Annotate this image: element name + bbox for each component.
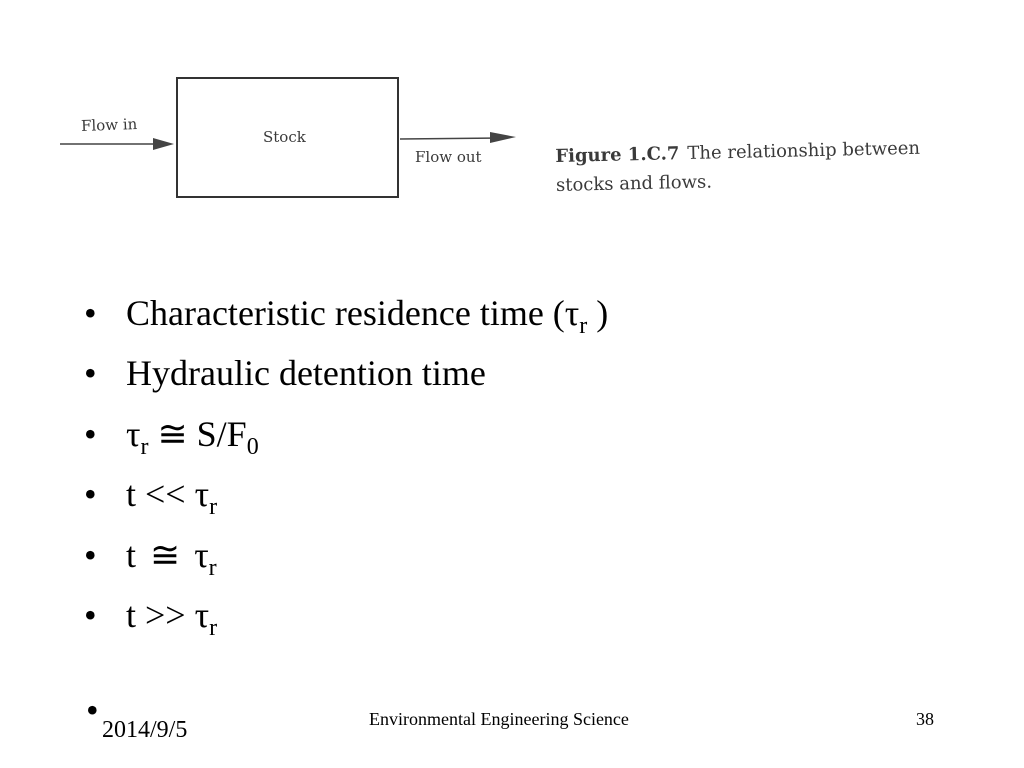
bullet-post: τ	[194, 534, 209, 575]
bullet-detention-time	[84, 347, 608, 407]
footer-bullet: •	[86, 690, 99, 730]
subscript: r	[140, 433, 149, 460]
bullet-suffix: )	[587, 293, 609, 333]
bullet-text: τ	[126, 413, 141, 454]
subscript: r	[579, 313, 588, 339]
subscript: r	[209, 494, 218, 521]
bullet-text: Hydraulic detention time	[126, 353, 486, 394]
caption-line-1: The relationship between	[687, 137, 921, 164]
subscript: 0	[246, 433, 259, 460]
bullet-text: t >> τ	[126, 594, 210, 635]
bullet-pre: t	[126, 534, 137, 575]
bullet-residence-time	[84, 287, 608, 347]
bullet-tau-approx	[84, 408, 608, 468]
bullet-t-much-less	[84, 468, 608, 528]
bullet-t-much-greater	[84, 589, 608, 649]
bullet-t-approx	[84, 529, 608, 589]
outflow-arrowhead	[490, 132, 516, 143]
outflow-arrow	[400, 138, 502, 139]
footer-title: Environmental Engineering Science	[369, 709, 629, 729]
stock-label: Stock	[263, 128, 306, 146]
stock-flow-figure	[50, 60, 970, 220]
bullet-text: Characteristic residence time (τ	[126, 293, 580, 333]
figure-number: Figure 1.C.7	[555, 143, 680, 167]
inflow-arrowhead	[153, 138, 174, 150]
flow-out-label: Flow out	[415, 148, 482, 166]
subscript: r	[208, 554, 217, 581]
bullet-text: t << τ	[126, 474, 210, 515]
subscript: r	[209, 614, 218, 641]
caption-line-2: stocks and flows.	[555, 171, 713, 196]
page-number: 38	[916, 709, 934, 729]
bullet-operator: ≅	[150, 534, 181, 575]
bullet-list	[84, 287, 608, 649]
flow-in-label: Flow in	[80, 115, 138, 135]
bullet-middle: ≅ S/F	[148, 413, 247, 454]
figure-caption	[555, 134, 921, 200]
footer-date: 2014/9/5	[102, 717, 188, 743]
